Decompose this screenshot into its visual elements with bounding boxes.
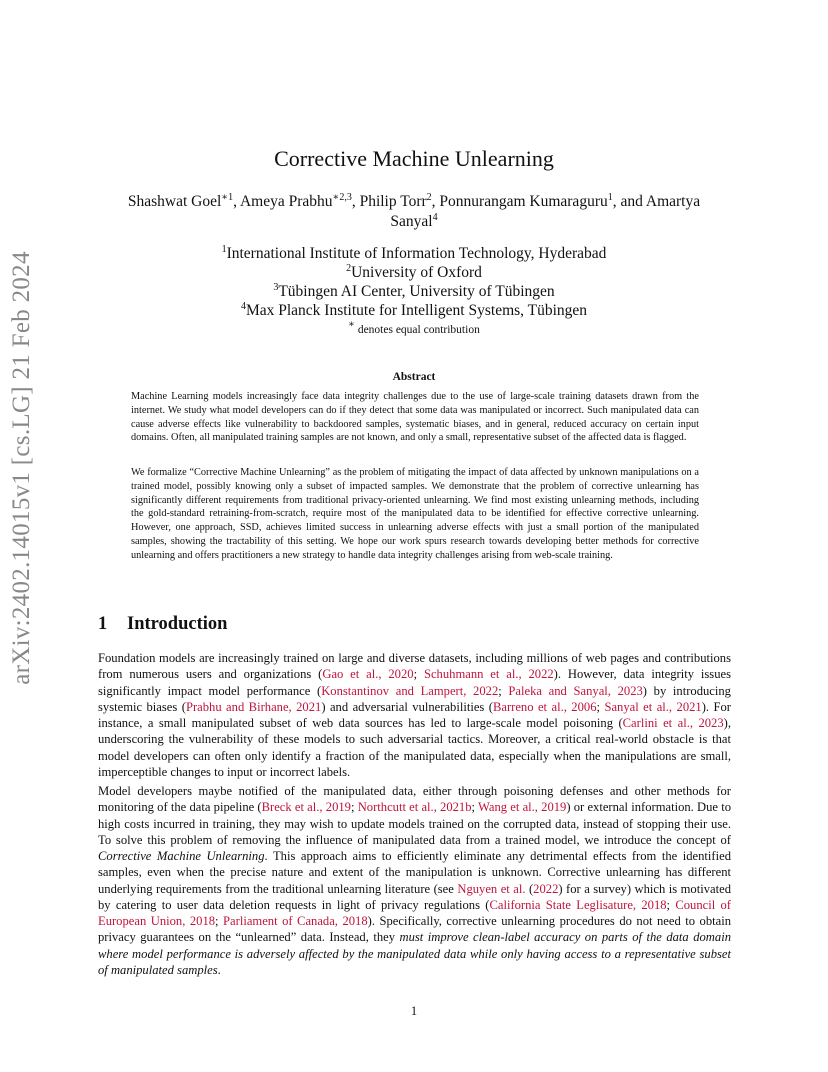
abstract-heading: Abstract — [392, 371, 436, 383]
section-heading — [98, 614, 227, 635]
citation-link[interactable]: Carlini et al., 2023 — [622, 716, 724, 730]
affiliation-line: $^1$International Institute of Information Technology, Hyderabad — [221, 244, 607, 262]
author-list — [110, 192, 718, 232]
author-name: Shashwat Goel — [127, 193, 222, 210]
paper-title: Corrective Machine Unlearning — [274, 146, 554, 171]
citation-link[interactable]: Sanyal et al., 2021 — [604, 699, 702, 714]
citation-link[interactable]: Paleka and Sanyal, 2023 — [508, 683, 643, 698]
citation-link[interactable]: Parliament of Canada, 2018 — [223, 914, 368, 928]
author-affiliation-mark: 2 — [426, 192, 432, 203]
author-affiliation-mark: 1 — [607, 192, 613, 203]
citation-link[interactable]: 2022 — [533, 881, 559, 896]
citation-link[interactable]: Wang et al., 2019 — [478, 800, 567, 815]
citation-link[interactable]: Nguyen et al. — [457, 881, 526, 896]
citation-link[interactable]: Prabhu and Birhane, 2021 — [185, 699, 322, 714]
emphasized-term: Corrective Machine Unlearning — [98, 849, 265, 863]
citation-link[interactable]: Barreno et al., 2006 — [492, 699, 597, 714]
citation-link[interactable]: Schuhmann et al., 2022 — [423, 667, 554, 682]
abstract-paragraph: Machine Learning models increasingly face data integrity challenges due to the use of large-scale training datasets drawn from the internet. We study what model developers can do if they detect that some data was manipulated or incorrect. Such manipulated data can cause adverse effects like vulnerability to backdoored samples, systematic biases, and in general, reduced accuracy on certain input domains. Often, all manipulated training samples are not known, and only a small, representative subset of the affected data is flagged. — [131, 391, 699, 444]
author-name: , and Amartya Sanyal — [390, 193, 701, 230]
emphasized-statement: must improve clean-label accuracy on parts of the data domain where model performance is adversely affected by the manipulated data while only having access to a representative subset of manipulated samples — [98, 930, 731, 977]
author-name: , Philip Torr — [351, 193, 427, 210]
intro-paragraph: Foundation models are increasingly trained on large and diverse datasets, including millions of web pages and contributions from numerous users and organizations (Gao et al., 2020; Schuhmann et al., 2022). However, data integrity issues significantly impact model performance (Konstantinov and Lampert, 2022; Paleka and Sanyal, 2023) by introducing systemic biases (Prabhu and Birhane, 2021) and adversarial vulnerabilities (Barreno et al., 2006; Sanyal et al., 2021). For instance, a small manipulated subset of web data sources has led to large-scale model poisoning (Carlini et al., 2023), underscoring the vulnerability of these models to such adversarial tactics. Moreover, a critical real-world obstacle is that model developers can often only identify a fraction of the manipulated data, especially when the manipulations are small, imperceptible changes to input or incorrect labels. — [98, 651, 731, 779]
abstract-paragraph: We formalize “Corrective Machine Unlearning” as the problem of mitigating the impact of data affected by unknown manipulations on a trained model, possibly knowing only a subset of impacted samples. We demonstrate that the problem of corrective unlearning has significantly different requirements from traditional privacy-oriented unlearning. We find most existing unlearning methods, including the gold-standard retraining-from-scratch, require most of the manipulated data to be identified for effective corrective unlearning. However, one approach, SSD, achieves limited success in unlearning adverse effects with just a small portion of the manipulated samples, showing the tractability of this setting. We hope our work spurs research towards developing better methods for corrective unlearning and offers practitioners a new strategy to handle data integrity challenges arising from web-scale training. — [131, 467, 699, 561]
author-name: , Ameya Prabhu — [233, 193, 333, 210]
section-number: 1 — [98, 614, 108, 634]
page-number: 1 — [410, 1004, 418, 1018]
author-affiliation-mark: 4 — [432, 212, 438, 223]
affiliation-list — [0, 244, 828, 320]
author-affiliation-mark: ∗2,3 — [332, 192, 352, 203]
affiliation-line: $^3$Tübingen AI Center, University of Tübingen — [273, 282, 555, 300]
citation-link[interactable]: Council of European Union, 2018 — [98, 897, 731, 928]
citation-link[interactable]: Konstantinov and Lampert, 2022 — [321, 683, 499, 698]
affiliation-line: $^2$University of Oxford — [346, 263, 482, 281]
author-name: , Ponnurangam Kumaraguru — [431, 193, 608, 210]
citation-link[interactable]: Breck et al., 2019 — [261, 800, 351, 815]
citation-link[interactable]: California State Leglisature, 2018 — [489, 897, 667, 912]
citation-link[interactable]: Northcutt et al., 2021b — [357, 800, 472, 815]
intro-paragraph: Model developers maybe notified of the manipulated data, either through poisoning defenses and other methods for monitoring of the data pipeline (Breck et al., 2019; Northcutt et al., 2021b; Wang et al., 2019) or external information. Due to high costs incurred in training, they may wish to update models trained on the corrupted data, instead of stopping their use. To solve this problem of removing the influence of manipulated data from a trained model, we introduce the concept of Corrective Machine Unlearning. This approach aims to efficiently eliminate any detrimental effects from the identified samples, even when the precise nature and extent of the manipulation is unknown. Corrective unlearning has different underlying requirements from the traditional unlearning literature (see Nguyen et al. (2022) for a survey) which is motivated by catering to user data deletion requests in light of privacy regulations (California State Leglisature, 2018; Council of European Union, 2018; Parliament of Canada, 2018). Specifically, corrective unlearning procedures do not need to obtain privacy guarantees on the “unlearned” data. Instead, they must improve clean-label accuracy on parts of the data domain where model performance is adversely affected by the manipulated data while only having access to a representative subset of manipulated samples. — [98, 784, 732, 977]
affiliation-line: $^4$Max Planck Institute for Intelligent Systems, Tübingen — [240, 301, 588, 319]
equal-contribution-note: ∗ denotes equal contribution — [348, 319, 480, 336]
section-title: Introduction — [127, 614, 228, 634]
author-affiliation-mark: ∗1 — [221, 192, 234, 203]
citation-link[interactable]: Gao et al., 2020 — [322, 667, 414, 682]
